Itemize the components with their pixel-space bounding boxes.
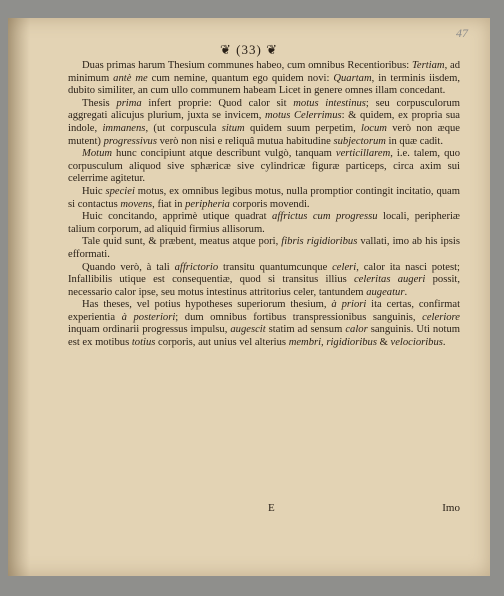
pencil-annotation: 47 bbox=[456, 26, 468, 40]
signature-mark: E bbox=[268, 502, 275, 514]
text-run: Duas primas harum Thesium communes habeo, cum omnibus Recentioribus: bbox=[82, 60, 412, 71]
text-run: . bbox=[404, 286, 408, 298]
italic-run: à priori bbox=[331, 299, 367, 311]
text-run: hunc concipiunt atque describunt vulgò, tanquam bbox=[112, 148, 336, 160]
text-run: locali, peripheriæ talium corporum, ad aliquid firmius allisorum. bbox=[68, 211, 460, 235]
text-run: inquam ordinarii progressus impulsu, bbox=[68, 324, 231, 336]
page-header bbox=[8, 42, 490, 58]
text-run: vallati, imo ab his ipsis efformati. bbox=[68, 236, 460, 260]
italic-run: progressivus bbox=[103, 135, 157, 147]
text-run: in quæ cadit. bbox=[385, 135, 443, 147]
italic-run: celeritas augeri bbox=[353, 274, 426, 286]
italic-run: motus Celerrimus bbox=[265, 110, 342, 122]
text-run: corporis movendi. bbox=[229, 198, 310, 210]
text-run: ; seu corpusculorum aggregati alicujus plurium, juxta se invicem, bbox=[68, 97, 460, 122]
text-run: & bbox=[376, 337, 391, 349]
body-text bbox=[68, 60, 460, 350]
italic-run: subjectorum bbox=[333, 135, 386, 147]
text-run: motus, ex omnibus legibus motus, nulla promptior contingit incitatio, quam si contactus bbox=[68, 185, 460, 210]
page-number: (33) bbox=[236, 42, 262, 57]
italic-run: antè me bbox=[113, 72, 148, 84]
ornament-left-icon: ❦ bbox=[220, 42, 232, 57]
text-run: Has theses, vel potius hypotheses superiorum thesium, bbox=[82, 299, 332, 311]
paragraph bbox=[68, 299, 460, 349]
text-run: Quando verò, à tali bbox=[82, 261, 175, 273]
text-run: ita certas, confirmat experientia bbox=[68, 299, 461, 323]
italic-run: prima bbox=[116, 97, 142, 109]
text-run: . bbox=[442, 337, 446, 349]
text-run: verò non æque mutent) bbox=[68, 122, 460, 147]
italic-run: Motum bbox=[82, 148, 113, 160]
text-run: , ad minimum bbox=[68, 60, 460, 84]
ornament-right-icon: ❦ bbox=[266, 42, 278, 57]
italic-run: motus intestinus bbox=[293, 97, 366, 109]
text-run: corporis, aut unius vel alterius bbox=[155, 337, 289, 349]
text-run: Thesis bbox=[82, 97, 117, 109]
page-gutter-shadow bbox=[8, 18, 30, 576]
text-run: , i.e. talem, quo corpusculum aliquod sive sphæricæ sive cylindricæ figuræ particeps, circa axim sui celerrime agitetur. bbox=[68, 148, 460, 185]
text-run: transitu quantumcunque bbox=[218, 261, 333, 273]
italic-run: Quartam bbox=[333, 72, 372, 84]
book-page bbox=[8, 18, 490, 576]
paragraph bbox=[68, 186, 460, 211]
catchword: Imo bbox=[442, 502, 460, 514]
text-run: , fiat in bbox=[152, 198, 186, 210]
page-footer bbox=[68, 502, 460, 516]
text-run: Tale quid sunt, & præbent, meatus atque pori, bbox=[82, 236, 282, 248]
italic-run: speciei bbox=[105, 185, 135, 197]
italic-run: augescit bbox=[230, 324, 266, 336]
paragraph bbox=[68, 262, 460, 300]
text-run: , in terminis iisdem, dubito similiter, an cum ullo communem habeam Licet in genere omnes illam concedant. bbox=[68, 72, 460, 97]
italic-run: movens bbox=[120, 198, 153, 210]
text-run: sanguinis. Uti notum est ex motibus bbox=[68, 324, 460, 349]
paragraph bbox=[68, 60, 460, 98]
text-run: ; dum omnibus fortibus transpressionibus sanguinis, bbox=[175, 311, 423, 323]
italic-run: membri, rigidioribus bbox=[288, 337, 377, 349]
text-run: , (ut corpuscula bbox=[145, 122, 222, 134]
italic-run: immanens bbox=[102, 122, 146, 134]
text-run: possit, necessario calor ipse, seu motus intestinus attritorius celer, tantundem bbox=[68, 274, 460, 298]
italic-run: situm bbox=[221, 122, 245, 134]
italic-run: celeriore bbox=[422, 311, 460, 323]
text-run: statim ad sensum bbox=[265, 324, 346, 336]
italic-run: augeatur bbox=[366, 286, 405, 298]
italic-run: peripheria bbox=[185, 198, 230, 210]
italic-run: calor bbox=[345, 324, 368, 336]
text-run: verò non nisi e reliquâ mutua habitudine bbox=[156, 135, 334, 147]
italic-run: fibris rigidioribus bbox=[281, 236, 358, 248]
text-run: Huic bbox=[82, 185, 106, 197]
text-run: Huic concitando, apprimè utique quadrat bbox=[82, 211, 273, 223]
paragraph bbox=[68, 148, 460, 186]
italic-run: velocioribus bbox=[390, 337, 443, 349]
paragraph bbox=[68, 98, 460, 148]
paragraph bbox=[68, 211, 460, 236]
italic-run: affrictus cum progressu bbox=[272, 211, 378, 223]
text-run: : & quidem, ex propria sua indole, bbox=[68, 110, 461, 134]
text-run: , calor ita nasci potest; Infallibilis utique est consequentiæ, quod si transitus illius bbox=[68, 261, 460, 286]
text-run: quidem suum perpetim, bbox=[244, 122, 362, 134]
italic-run: à posteriori bbox=[121, 311, 176, 323]
italic-run: affrictorio bbox=[174, 261, 219, 273]
paragraph bbox=[68, 236, 460, 261]
italic-run: Tertiam bbox=[411, 60, 445, 71]
italic-run: totius bbox=[131, 337, 156, 349]
text-run: infert proprie: Quod calor sit bbox=[141, 97, 294, 109]
italic-run: verticillarem bbox=[335, 148, 391, 160]
text-run: cum nemine, quantum ego quidem novi: bbox=[147, 72, 334, 84]
italic-run: celeri bbox=[332, 261, 357, 273]
italic-run: locum bbox=[361, 122, 387, 134]
